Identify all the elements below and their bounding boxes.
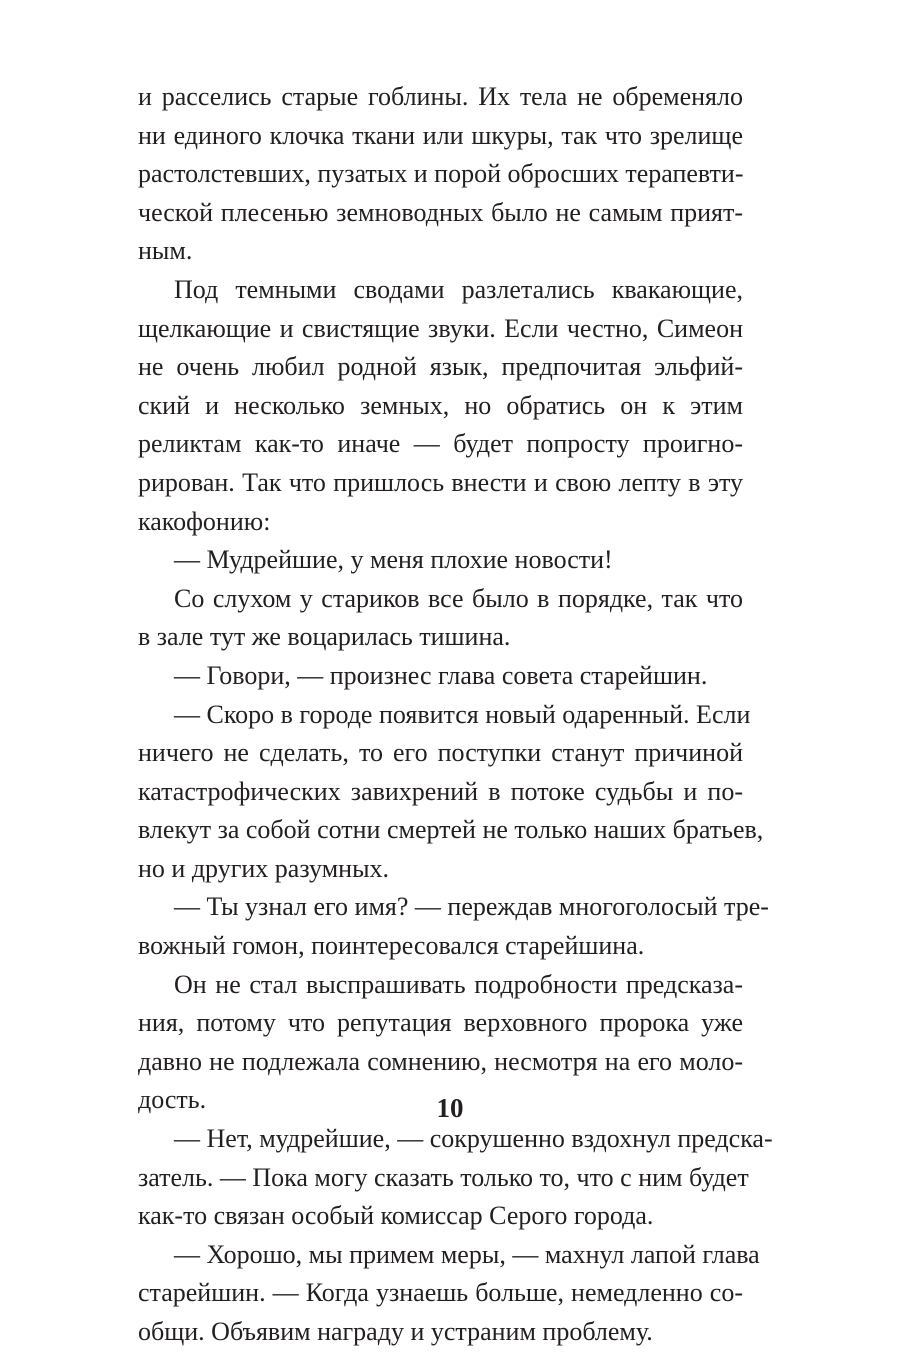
- text-line: и расселись старые гоблины. Их тела не обременяло: [138, 82, 743, 111]
- paragraph: [138, 541, 743, 580]
- text-line: вожный гомон, поинтересовался старейшина.: [138, 931, 645, 961]
- text-line: реликтам как-то иначе — будет попросту проигно-: [138, 429, 743, 459]
- text-line: ничего не сделать, то его поступки станут причиной: [138, 738, 743, 768]
- text-line: общи. Объявим награду и устраним проблему.: [138, 1317, 653, 1346]
- body-text: [138, 78, 773, 1352]
- text-line: щелкающие и свистящие звуки. Если честно, Симеон: [138, 313, 743, 343]
- text-line: старейшин. — Когда узнаешь больше, немедленно со-: [138, 1278, 743, 1308]
- text-line: Со слухом у стариков все было в порядке, так что: [174, 583, 743, 613]
- text-line: как-то связан особый комиссар Серого города.: [138, 1201, 654, 1231]
- text-line: в зале тут же воцарилась тишина.: [138, 622, 511, 652]
- text-line: ния, потому что репутация верховного пророка уже: [138, 1008, 743, 1038]
- text-line: влекут за собой сотни смертей не только наших братьев,: [138, 815, 764, 845]
- text-line: не очень любил родной язык, предпочитая эльфий-: [138, 352, 743, 382]
- text-line: — Мудрейшие, у меня плохие новости!: [174, 545, 613, 575]
- paragraph: [138, 696, 764, 889]
- text-line: катастрофических завихрений в потоке судьбы и по-: [138, 776, 743, 806]
- paragraph: [138, 78, 743, 271]
- text-line: но и других разумных.: [138, 853, 390, 883]
- text-line: — Скоро в городе появится новый одаренный. Если: [174, 699, 751, 729]
- text-line: — Говори, — произнес глава совета старейшин.: [174, 660, 708, 690]
- text-line: Он не стал выспрашивать подробности предсказа-: [174, 969, 743, 999]
- text-line: давно не подлежала сомнению, несмотря на его моло-: [138, 1046, 743, 1076]
- paragraph: [138, 1120, 773, 1236]
- text-line: ным.: [138, 236, 193, 266]
- text-line: — Ты узнал его имя? — переждав многоголосый тре-: [174, 892, 769, 922]
- text-line: ческой плесенью земноводных было не самым прият-: [138, 197, 743, 227]
- paragraph: [138, 580, 743, 657]
- text-line: — Хорошо, мы примем меры, — махнул лапой глава: [174, 1239, 760, 1269]
- text-line: дость.: [138, 1085, 207, 1115]
- text-line: ни единого клочка ткани или шкуры, так что зрелище: [138, 120, 743, 150]
- text-line: — Нет, мудрейшие, — сокрушенно вздохнул предска-: [174, 1124, 773, 1154]
- text-line: растолстевших, пузатых и порой обросших терапевти-: [138, 159, 744, 189]
- text-line: Под темными сводами разлетались квакающие,: [174, 274, 743, 304]
- text-line: затель. — Пока могу сказать только то, что с ним будет: [138, 1162, 749, 1192]
- paragraph: [138, 1236, 760, 1352]
- paragraph: [138, 657, 743, 696]
- page-number: 10: [436, 1093, 464, 1123]
- text-line: какофонию:: [138, 506, 271, 536]
- text-line: ский и несколько земных, но обратись он к этим: [138, 390, 743, 420]
- paragraph: [138, 271, 743, 541]
- text-line: рирован. Так что пришлось внести и свою лепту в эту: [138, 467, 743, 497]
- paragraph: [138, 888, 769, 965]
